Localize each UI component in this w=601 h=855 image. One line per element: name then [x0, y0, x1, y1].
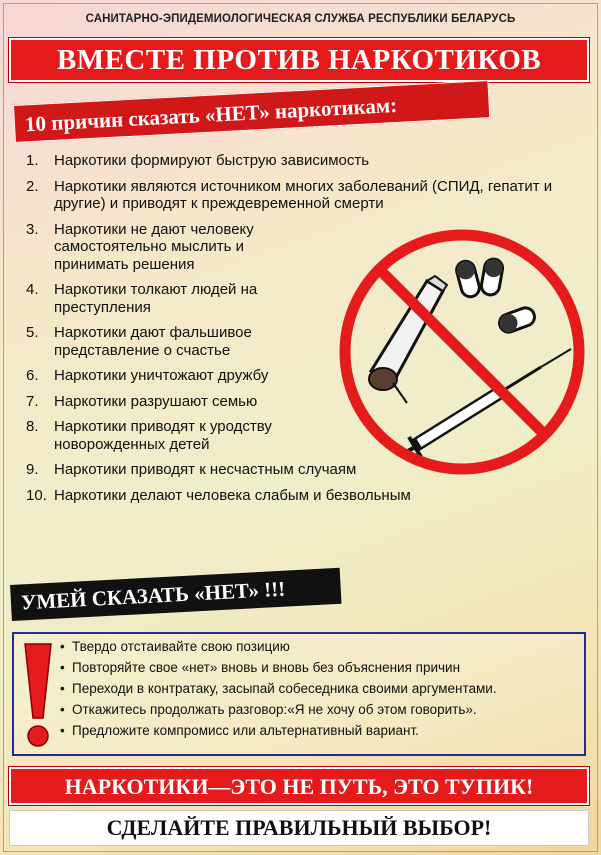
reason-item: 2. Наркотики являются источником многих заболеваний (СПИД, гепатит и другие) и приводят к преждевременной смерти: [26, 177, 553, 212]
reason-item: 8. Наркотики приводят к уродству новорожденных детей: [26, 418, 272, 453]
tip-item: • Предложите компромисс или альтернативный вариант.: [60, 720, 585, 741]
call-to-action: СДЕЛАЙТЕ ПРАВИЛЬНЫЙ ВЫБОР!: [9, 810, 589, 846]
organization-name: САНИТАРНО-ЭПИДЕМИОЛОГИЧЕСКАЯ СЛУЖБА РЕСПУБЛИКИ БЕЛАРУСЬ: [85, 13, 516, 25]
reason-item: 5. Наркотики дают фальшивое представление о счастье: [26, 324, 252, 359]
tip-item: • Повторяйте свое «нет» вновь и вновь без объяснения причин: [60, 657, 585, 678]
reason-item: 6. Наркотики уничтожают дружбу: [26, 367, 269, 384]
tip-item: • Переходи в контратаку, засыпай собеседника своими аргументами.: [60, 678, 585, 699]
reason-item: 10. Наркотики делают человека слабым и безвольным: [26, 486, 411, 504]
no-drugs-sign-icon: [331, 221, 593, 483]
reason-item: 4. Наркотики толкают людей на преступления: [26, 281, 258, 316]
say-no-heading: УМЕЙ СКАЗАТЬ «НЕТ» !!!: [10, 568, 341, 621]
pills-icon: [455, 258, 537, 335]
reasons-heading: 10 причин сказать «НЕТ» наркотикам:: [13, 80, 490, 143]
tips-list: [60, 636, 585, 741]
reason-item: 9. Наркотики приводят к несчастным случаям: [26, 461, 357, 478]
tip-item: • Откажитесь продолжать разговор:«Я не хочу об этом говорить».: [60, 699, 585, 720]
reason-item: 7. Наркотики разрушают семью: [26, 392, 258, 410]
reason-item: 3. Наркотики не дают человеку самостоятельно мыслить и принимать решения: [26, 220, 254, 273]
slogan-banner: НАРКОТИКИ—ЭТО НЕ ПУТЬ, ЭТО ТУПИК!: [9, 767, 589, 805]
poster-title: ВМЕСТЕ ПРОТИВ НАРКОТИКОВ: [9, 38, 589, 82]
reason-item: 1. Наркотики формируют быструю зависимость: [26, 152, 370, 169]
tip-item: • Твердо отстаивайте свою позицию: [60, 636, 585, 657]
exclamation-icon: [17, 640, 57, 750]
